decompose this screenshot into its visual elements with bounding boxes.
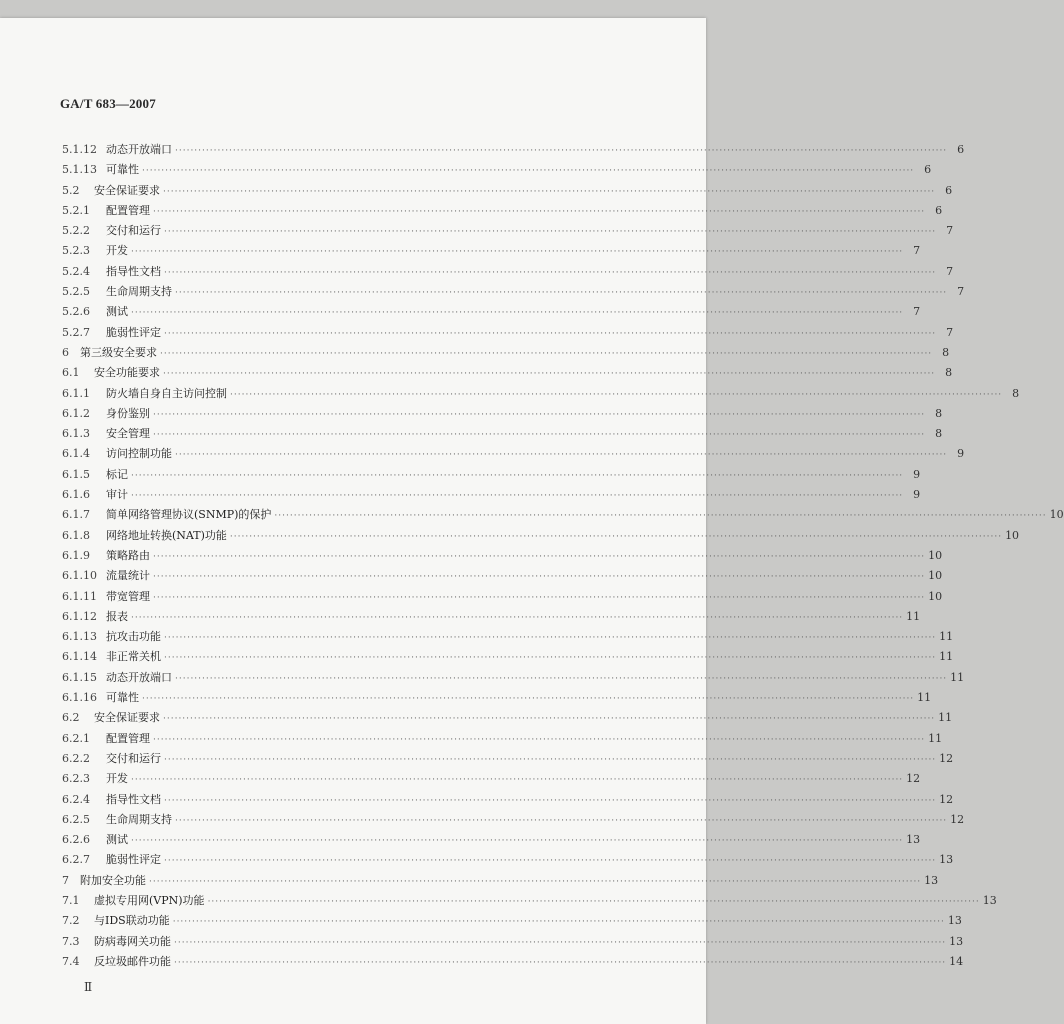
- toc-leader-dots: ········································································································································································································: [175, 288, 948, 299]
- toc-leader-dots: ········································································································································································································: [164, 227, 937, 238]
- toc-entry-number: 5.2.1: [62, 203, 90, 217]
- toc-entry-number: 6.1: [62, 366, 80, 380]
- toc-entry-number: 6.1.2: [62, 406, 90, 420]
- toc-entry-number: 7.2: [62, 914, 80, 928]
- toc-entry[interactable]: [62, 424, 943, 444]
- toc-entry-page: 13: [982, 893, 997, 907]
- toc-leader-dots: ········································································································································································································: [163, 369, 936, 380]
- toc-leader-dots: ········································································································································································································: [175, 146, 948, 156]
- page-number-footer: Ⅱ: [84, 980, 93, 994]
- toc-entry[interactable]: [62, 546, 943, 566]
- toc-entry-number: 6.1.1: [62, 386, 90, 400]
- toc-entry[interactable]: [62, 566, 943, 586]
- toc-leader-dots: ········································································································································································································: [153, 572, 926, 583]
- toc-entry-number: 6.1.6: [62, 488, 90, 502]
- toc-entry-title: 动态开放端口: [106, 670, 172, 684]
- toc-entry-page: 6: [957, 143, 965, 156]
- toc-entry-number: 5.2.4: [62, 264, 90, 278]
- toc-entry-number: 5.2: [62, 183, 80, 197]
- toc-entry-title: 策略路由: [106, 548, 150, 562]
- toc-entry[interactable]: [62, 607, 921, 627]
- toc-entry-number: 6.1.7: [62, 508, 90, 522]
- toc-leader-dots: ········································································································································································································: [153, 409, 926, 420]
- toc-entry-page: 8: [1012, 386, 1020, 400]
- toc-leader-dots: ········································································································································································································: [175, 673, 948, 684]
- toc-entry-title: 反垃圾邮件功能: [94, 954, 171, 968]
- toc-entry-number: 6.1.10: [62, 569, 97, 583]
- toc-entry-title: 指导性文档: [106, 792, 161, 806]
- toc-entry-number: 5.2.5: [62, 285, 90, 299]
- toc-entry-title: 指导性文档: [106, 264, 161, 278]
- toc-entry-number: 5.2.2: [62, 224, 90, 238]
- toc-entry-title: 抗攻击功能: [106, 630, 161, 644]
- toc-entry-page: 13: [949, 934, 964, 948]
- toc-entry[interactable]: [62, 526, 1020, 546]
- toc-entry-title: 带宽管理: [106, 589, 150, 603]
- toc-entry-page: 11: [917, 691, 932, 705]
- toc-entry-page: 10: [928, 548, 943, 562]
- toc-entry[interactable]: [62, 221, 954, 241]
- toc-entry-title: 测试: [106, 305, 128, 319]
- toc-entry-page: 11: [938, 711, 953, 725]
- toc-entry-page: 12: [939, 792, 954, 806]
- toc-entry-number: 6: [62, 345, 69, 359]
- toc-entry-page: 7: [946, 224, 954, 238]
- toc-entry[interactable]: [62, 749, 954, 769]
- toc-entry-title: 可靠性: [106, 691, 139, 705]
- toc-leader-dots: ········································································································································································································: [149, 876, 922, 887]
- toc-entry[interactable]: [62, 262, 954, 282]
- toc-entry-page: 10: [928, 589, 943, 603]
- toc-entry[interactable]: [62, 891, 997, 911]
- toc-entry[interactable]: [62, 160, 932, 180]
- toc-entry-title: 与IDS联动功能: [94, 914, 170, 928]
- toc-entry-number: 6.2.4: [62, 792, 90, 806]
- toc-entry-number: 6.1.3: [62, 427, 90, 441]
- toc-entry-number: 6.2.7: [62, 853, 90, 867]
- toc-entry-page: 7: [946, 264, 954, 278]
- toc-leader-dots: ········································································································································································································: [174, 957, 947, 968]
- toc-entry[interactable]: [62, 810, 965, 830]
- toc-entry[interactable]: [62, 465, 921, 485]
- toc-entry-title: 生命周期支持: [106, 812, 172, 826]
- toc-entry-title: 身份鉴别: [106, 406, 150, 420]
- toc-entry-title: 网络地址转换(NAT)功能: [106, 528, 227, 542]
- toc-entry-number: 6.1.16: [62, 691, 97, 705]
- toc-entry[interactable]: [62, 444, 965, 464]
- toc-entry[interactable]: [62, 647, 954, 667]
- toc-leader-dots: ········································································································································································································: [142, 166, 915, 177]
- toc-entry[interactable]: [62, 668, 965, 688]
- toc-entry-page: 11: [939, 650, 954, 664]
- toc-entry[interactable]: [62, 282, 965, 302]
- toc-entry[interactable]: [62, 323, 954, 343]
- toc-entry-number: 7.3: [62, 934, 80, 948]
- toc-entry-number: 6.1.12: [62, 609, 97, 623]
- toc-entry-page: 8: [942, 345, 950, 359]
- toc-entry-page: 6: [924, 163, 932, 177]
- toc-entry-page: 12: [906, 772, 921, 786]
- toc-entry-title: 访问控制功能: [106, 447, 172, 461]
- toc-entry-number: 6.1.9: [62, 548, 90, 562]
- toc-entry-page: 12: [950, 812, 965, 826]
- toc-entry-number: 5.2.3: [62, 244, 90, 258]
- toc-entry[interactable]: [62, 911, 962, 931]
- toc-leader-dots: ········································································································································································································: [163, 186, 936, 197]
- toc-leader-dots: ········································································································································································································: [131, 470, 904, 481]
- toc-entry-number: 6.2: [62, 711, 80, 725]
- toc-entry-page: 8: [935, 406, 943, 420]
- toc-entry-page: 13: [939, 853, 954, 867]
- toc-leader-dots: ········································································································································································································: [163, 714, 936, 725]
- toc-entry[interactable]: [62, 140, 965, 160]
- toc-leader-dots: ········································································································································································································: [164, 267, 937, 278]
- toc-entry[interactable]: [62, 830, 921, 850]
- toc-entry[interactable]: [62, 302, 921, 322]
- toc-entry-number: 5.1.12: [62, 143, 97, 156]
- toc-leader-dots: ········································································································································································································: [164, 754, 937, 765]
- toc-leader-dots: ········································································································································································································: [164, 633, 937, 644]
- toc-entry-title: 可靠性: [106, 163, 139, 177]
- toc-entry[interactable]: [62, 871, 939, 891]
- toc-entry-page: 6: [935, 203, 943, 217]
- table-of-contents: [62, 140, 1064, 972]
- toc-entry-title: 交付和运行: [106, 751, 161, 765]
- toc-entry-number: 7: [62, 873, 69, 887]
- toc-entry-title: 防火墙自身自主访问控制: [106, 386, 227, 400]
- toc-entry-title: 审计: [106, 488, 128, 502]
- toc-entry-number: 6.1.5: [62, 467, 90, 481]
- toc-entry-page: 8: [945, 366, 953, 380]
- standard-header: [60, 96, 156, 112]
- toc-entry[interactable]: [62, 932, 964, 952]
- toc-entry-title: 第三级安全要求: [80, 345, 157, 359]
- toc-entry-page: 11: [950, 670, 965, 684]
- toc-entry-title: 安全保证要求: [94, 183, 160, 197]
- toc-entry-number: 6.1.8: [62, 528, 90, 542]
- toc-entry[interactable]: [62, 627, 954, 647]
- toc-entry-page: 13: [906, 833, 921, 847]
- toc-entry-page: 12: [939, 751, 954, 765]
- toc-entry-page: 7: [913, 244, 921, 258]
- toc-entry-title: 动态开放端口: [106, 143, 172, 156]
- toc-entry-page: 11: [928, 731, 943, 745]
- toc-leader-dots: ········································································································································································································: [131, 775, 904, 786]
- toc-entry-title: 非正常关机: [106, 650, 161, 664]
- toc-leader-dots: ········································································································································································································: [164, 856, 937, 867]
- toc-entry-page: 11: [906, 609, 921, 623]
- toc-entry[interactable]: [62, 343, 950, 363]
- toc-leader-dots: ········································································································································································································: [153, 206, 926, 217]
- toc-entry-title: 流量统计: [106, 569, 150, 583]
- toc-leader-dots: ········································································································································································································: [131, 308, 904, 319]
- toc-entry[interactable]: [62, 708, 953, 728]
- toc-entry-title: 测试: [106, 833, 128, 847]
- toc-entry-number: 6.2.2: [62, 751, 90, 765]
- toc-entry-title: 虚拟专用网(VPN)功能: [94, 893, 205, 907]
- toc-entry-number: 6.2.6: [62, 833, 90, 847]
- toc-entry-number: 6.1.13: [62, 630, 97, 644]
- toc-entry-title: 附加安全功能: [80, 873, 146, 887]
- toc-leader-dots: ········································································································································································································: [164, 795, 937, 806]
- toc-entry[interactable]: [62, 241, 921, 261]
- toc-leader-dots: ········································································································································································································: [174, 937, 947, 948]
- toc-leader-dots: ········································································································································································································: [175, 450, 948, 461]
- toc-entry-number: 5.2.6: [62, 305, 90, 319]
- toc-entry-number: 6.1.15: [62, 670, 97, 684]
- toc-entry-page: 10: [928, 569, 943, 583]
- toc-entry-title: 开发: [106, 244, 128, 258]
- standard-number: GA/T 683—2007: [60, 96, 156, 111]
- toc-entry[interactable]: [62, 404, 943, 424]
- toc-entry-title: 简单网络管理协议(SNMP)的保护: [106, 508, 272, 522]
- toc-leader-dots: ········································································································································································································: [153, 430, 926, 441]
- toc-entry-page: 8: [935, 427, 943, 441]
- toc-entry-title: 防病毒网关功能: [94, 934, 171, 948]
- toc-entry-page: 9: [957, 447, 965, 461]
- toc-leader-dots: ········································································································································································································: [153, 592, 926, 603]
- toc-leader-dots: ········································································································································································································: [131, 491, 904, 502]
- toc-entry-title: 标记: [106, 467, 128, 481]
- toc-entry-title: 配置管理: [106, 203, 150, 217]
- toc-entry[interactable]: [62, 729, 943, 749]
- toc-entry-title: 报表: [106, 609, 128, 623]
- toc-entry-page: 11: [939, 630, 954, 644]
- toc-entry-page: 7: [957, 285, 965, 299]
- toc-entry-number: 6.1.4: [62, 447, 90, 461]
- toc-entry[interactable]: [62, 485, 921, 505]
- toc-entry-title: 生命周期支持: [106, 285, 172, 299]
- document-page: [0, 18, 1064, 1024]
- toc-entry[interactable]: [62, 201, 943, 221]
- toc-entry-page: 14: [949, 954, 964, 968]
- toc-entry[interactable]: [62, 769, 921, 789]
- toc-entry-number: 5.2.7: [62, 325, 90, 339]
- toc-entry-number: 5.1.13: [62, 163, 97, 177]
- toc-entry[interactable]: [62, 384, 1020, 404]
- toc-entry-title: 交付和运行: [106, 224, 161, 238]
- toc-leader-dots: ········································································································································································································: [131, 612, 904, 623]
- toc-entry-page: 10: [1049, 508, 1064, 522]
- toc-entry-number: 6.2.3: [62, 772, 90, 786]
- toc-entry[interactable]: [62, 587, 943, 607]
- toc-leader-dots: ········································································································································································································: [164, 653, 937, 664]
- toc-leader-dots: ········································································································································································································: [207, 896, 980, 907]
- toc-entry-page: 7: [946, 325, 954, 339]
- toc-entry[interactable]: [62, 181, 953, 201]
- toc-entry[interactable]: [62, 850, 954, 870]
- toc-entry-page: 9: [913, 488, 921, 502]
- toc-leader-dots: ········································································································································································································: [164, 328, 937, 339]
- toc-entry-page: 9: [913, 467, 921, 481]
- toc-entry-page: 7: [913, 305, 921, 319]
- toc-entry-number: 6.1.11: [62, 589, 97, 603]
- toc-leader-dots: ········································································································································································································: [131, 836, 904, 847]
- toc-entry-title: 开发: [106, 772, 128, 786]
- toc-entry-title: 安全保证要求: [94, 711, 160, 725]
- toc-entry-title: 安全管理: [106, 427, 150, 441]
- toc-entry[interactable]: [62, 688, 932, 708]
- toc-entry-number: 6.2.1: [62, 731, 90, 745]
- toc-entry[interactable]: [62, 790, 954, 810]
- toc-entry[interactable]: [62, 952, 964, 972]
- toc-entry[interactable]: [62, 363, 953, 383]
- toc-entry-page: 13: [947, 914, 962, 928]
- toc-entry-number: 6.2.5: [62, 812, 90, 826]
- toc-leader-dots: ········································································································································································································: [175, 815, 948, 826]
- toc-entry-title: 脆弱性评定: [106, 325, 161, 339]
- toc-entry-page: 6: [945, 183, 953, 197]
- toc-entry-number: 6.1.14: [62, 650, 97, 664]
- toc-entry-page: 10: [1005, 528, 1020, 542]
- toc-entry-number: 7.4: [62, 954, 80, 968]
- toc-leader-dots: ········································································································································································································: [142, 694, 915, 705]
- toc-entry-page: 13: [924, 873, 939, 887]
- toc-entry[interactable]: [62, 505, 1064, 525]
- toc-leader-dots: ········································································································································································································: [274, 511, 1047, 522]
- toc-leader-dots: ········································································································································································································: [172, 917, 945, 928]
- toc-entry-number: 7.1: [62, 893, 80, 907]
- toc-leader-dots: ········································································································································································································: [153, 734, 926, 745]
- toc-entry-title: 安全功能要求: [94, 366, 160, 380]
- toc-entry-title: 脆弱性评定: [106, 853, 161, 867]
- toc-leader-dots: ········································································································································································································: [131, 247, 904, 258]
- toc-entry-title: 配置管理: [106, 731, 150, 745]
- toc-leader-dots: ········································································································································································································: [160, 348, 933, 359]
- toc-leader-dots: ········································································································································································································: [153, 551, 926, 562]
- toc-leader-dots: ········································································································································································································: [229, 531, 1003, 542]
- toc-leader-dots: ········································································································································································································: [230, 389, 1003, 400]
